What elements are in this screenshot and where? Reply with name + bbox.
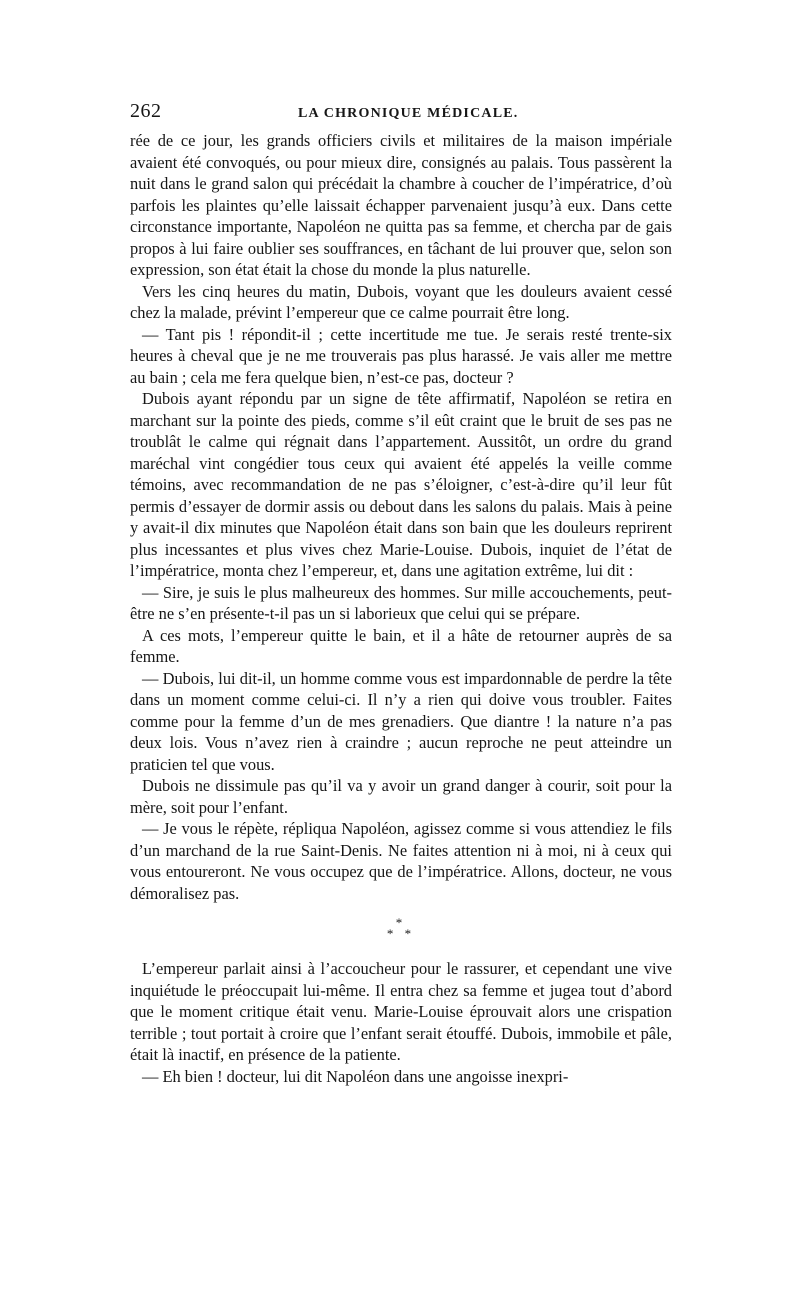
paragraph: — Sire, je suis le plus malheureux des hommes. Sur mille accouchements, peut-être ne s’en présente-t-il pas un si laborieux que celui qui se prépare. xyxy=(130,582,672,623)
paragraph: Vers les cinq heures du matin, Dubois, voyant que les douleurs avaient cessé chez la malade, prévint l’empereur que ce calme pourrait être long. xyxy=(130,281,672,322)
asterism-top: * xyxy=(395,915,407,930)
paragraph: L’empereur parlait ainsi à l’accoucheur pour le rassurer, et cependant une vive inquiétude le préoccupait lui-même. Il entra chez sa femme et jugea tout d’abord que le moment critique était venu. Marie-Louise éprouvait alors une crispation terrible ; tout portait à croire que l’enfant serait étouffé. Dubois, immobile et pâle, était là inactif, en présence de la patiente. xyxy=(130,959,672,1064)
paragraph: — Dubois, lui dit-il, un homme comme vous est impardonnable de perdre la tête dans un moment comme celui-ci. Il n’y a rien qui doive vous troubler. Faites comme pour la femme d’un de mes grenadiers. Que diantre ! la nature n’a pas deux lois. Vous n’avez rien à craindre ; aucun reproche ne peut atteindre un praticien tel que vous. xyxy=(130,668,672,774)
paragraph: — Eh bien ! docteur, lui dit Napoléon dans une angoisse inexpri- xyxy=(142,1066,569,1086)
asterism-bottom: * * xyxy=(386,926,416,941)
body-text xyxy=(130,130,672,1087)
document-page xyxy=(130,96,672,1087)
page-number: 262 xyxy=(130,100,162,122)
running-title: LA CHRONIQUE MÉDICALE. xyxy=(298,106,519,121)
paragraph: Dubois ne dissimule pas qu’il va y avoir un grand danger à courir, soit pour la mère, soit pour l’enfant. xyxy=(130,776,672,817)
paragraph: Dubois ayant répondu par un signe de tête affirmatif, Napoléon se retira en marchant sur la pointe des pieds, comme s’il eût craint que le bruit de ses pas ne troublât le calme qui régnait dans l’appartement. Aussitôt, un ordre du grand maréchal vint congédier tous ceux qui avaient été appelés la veille comme témoins, avec recommandation de ne pas s’éloigner, c’est-à-dire qu’il leur fût permis d’essayer de dormir assis ou debout dans les salons du palais. Mais à peine y avait-il dix minutes que Napoléon était dans son bain que les douleurs reprirent plus incessantes et plus vives chez Marie-Louise. Dubois, inquiet de l’état de l’impératrice, monta chez l’empereur, et, dans une agitation extrême, lui dit : xyxy=(130,389,672,580)
paragraph: rée de ce jour, les grands officiers civils et militaires de la maison impériale avaient été convoqués, ou pour mieux dire, consignés au palais. Tous passèrent la nuit dans le grand salon qui précédait la chambre à coucher de l’impératrice, d’où parfois les plaintes qu’elle laissait échapper parvenaient jusqu’à eux. Dans cette circonstance importante, Napoléon ne quitta pas sa femme, et chercha par de gais propos à lui faire oublier ses souffrances, en tâchant de lui prouver que, selon son expression, son état était la chose du monde la plus naturelle. xyxy=(130,131,672,279)
paragraph: — Je vous le répète, répliqua Napoléon, agissez comme si vous attendiez le fils d’un marchand de la rue Saint-Denis. Ne faites attention ni à moi, ni à ceux qui vous entoureront. Ne vous occupez que de l’impératrice. Allons, docteur, ne vous démoralisez pas. xyxy=(130,819,672,903)
paragraph: A ces mots, l’empereur quitte le bain, et il a hâte de retourner auprès de sa femme. xyxy=(130,625,672,666)
page-header xyxy=(130,96,672,130)
paragraph: — Tant pis ! répondit-il ; cette incertitude me tue. Je serais resté trente-six heures à cheval que je ne me trouverais pas plus harassé. Je vais aller me mettre au bain ; cela me fera quelque bien, n’est-ce pas, docteur ? xyxy=(130,324,672,387)
section-asterism xyxy=(130,904,672,958)
